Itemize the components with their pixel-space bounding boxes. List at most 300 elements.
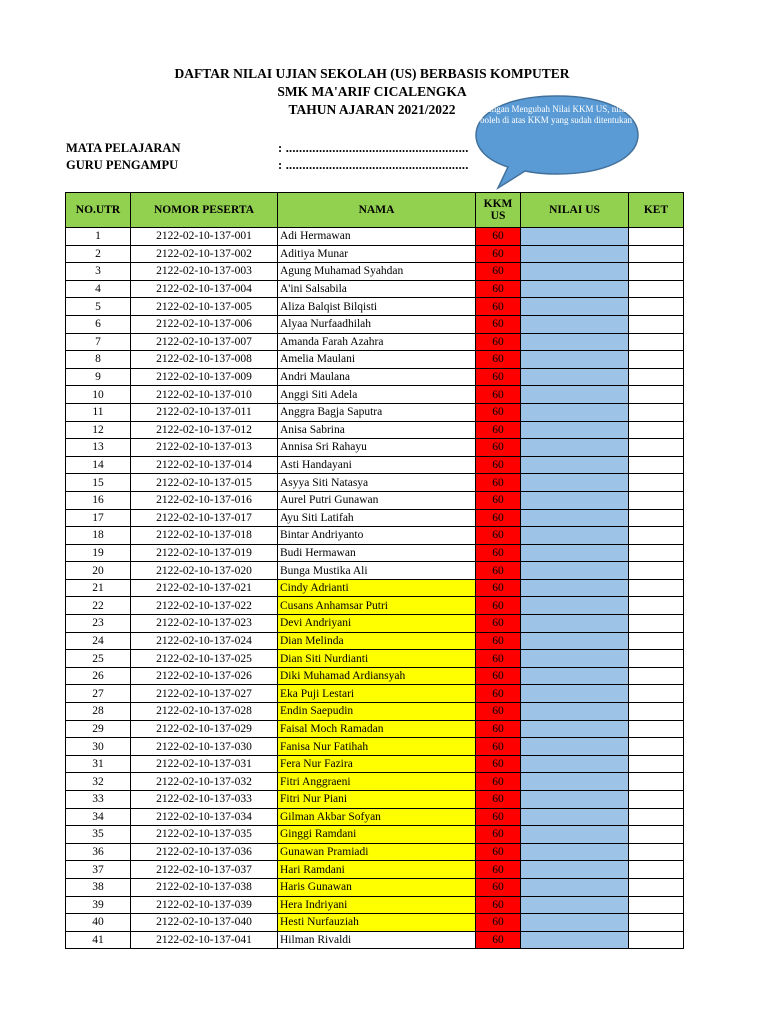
row-no-utr: 7 — [66, 333, 131, 351]
teacher-label: GURU PENGAMPU — [66, 158, 179, 172]
row-nilai-us-cell[interactable] — [521, 791, 629, 809]
table-row — [66, 544, 684, 562]
row-nama: A'ini Salsabila — [278, 280, 476, 298]
row-nama: Diki Muhamad Ardiansyah — [278, 667, 476, 685]
row-no-utr: 13 — [66, 439, 131, 457]
row-nilai-us-cell[interactable] — [521, 368, 629, 386]
table-row — [66, 650, 684, 668]
row-no-utr: 20 — [66, 562, 131, 580]
row-no-utr: 41 — [66, 931, 131, 949]
row-nomor-peserta: 2122-02-10-137-002 — [131, 245, 278, 263]
subject-label: MATA PELAJARAN — [66, 141, 181, 155]
row-no-utr: 17 — [66, 509, 131, 527]
row-no-utr: 22 — [66, 597, 131, 615]
row-ket-cell[interactable] — [629, 738, 684, 756]
row-ket-cell[interactable] — [629, 791, 684, 809]
table-row — [66, 878, 684, 896]
row-no-utr: 6 — [66, 315, 131, 333]
row-no-utr: 38 — [66, 878, 131, 896]
table-row — [66, 562, 684, 580]
row-ket-cell[interactable] — [629, 491, 684, 509]
row-no-utr: 26 — [66, 667, 131, 685]
row-ket-cell[interactable] — [629, 703, 684, 721]
row-nama: Cusans Anhamsar Putri — [278, 597, 476, 615]
table-row — [66, 228, 684, 246]
table-row — [66, 826, 684, 844]
row-nilai-us-cell[interactable] — [521, 667, 629, 685]
row-nilai-us-cell[interactable] — [521, 280, 629, 298]
row-nama: Dian Melinda — [278, 632, 476, 650]
row-nomor-peserta: 2122-02-10-137-038 — [131, 878, 278, 896]
row-ket-cell[interactable] — [629, 474, 684, 492]
row-nomor-peserta: 2122-02-10-137-005 — [131, 298, 278, 316]
row-kkm-us: 60 — [476, 703, 521, 721]
row-ket-cell[interactable] — [629, 931, 684, 949]
row-no-utr: 32 — [66, 773, 131, 791]
row-no-utr: 15 — [66, 474, 131, 492]
row-nomor-peserta: 2122-02-10-137-030 — [131, 738, 278, 756]
row-ket-cell[interactable] — [629, 843, 684, 861]
row-ket-cell[interactable] — [629, 826, 684, 844]
row-nama: Amelia Maulani — [278, 351, 476, 369]
row-nomor-peserta: 2122-02-10-137-020 — [131, 562, 278, 580]
row-nomor-peserta: 2122-02-10-137-029 — [131, 720, 278, 738]
row-nilai-us-cell[interactable] — [521, 579, 629, 597]
table-row — [66, 808, 684, 826]
table-header-row — [66, 193, 684, 228]
row-nomor-peserta: 2122-02-10-137-012 — [131, 421, 278, 439]
row-nama: Amanda Farah Azahra — [278, 333, 476, 351]
row-nomor-peserta: 2122-02-10-137-021 — [131, 579, 278, 597]
table-row — [66, 263, 684, 281]
row-nama: Annisa Sri Rahayu — [278, 439, 476, 457]
row-no-utr: 3 — [66, 263, 131, 281]
table-row — [66, 403, 684, 421]
table-row — [66, 843, 684, 861]
row-kkm-us: 60 — [476, 755, 521, 773]
row-kkm-us: 60 — [476, 931, 521, 949]
row-no-utr: 16 — [66, 491, 131, 509]
row-nomor-peserta: 2122-02-10-137-007 — [131, 333, 278, 351]
table-row — [66, 386, 684, 404]
col-header-nilai-us: NILAI US — [521, 193, 629, 228]
row-nama: Endin Saepudin — [278, 703, 476, 721]
row-nama: Dian Siti Nurdianti — [278, 650, 476, 668]
row-nama: Hera Indriyani — [278, 896, 476, 914]
row-no-utr: 18 — [66, 527, 131, 545]
row-ket-cell[interactable] — [629, 333, 684, 351]
row-nilai-us-cell[interactable] — [521, 843, 629, 861]
row-nama: Fanisa Nur Fatihah — [278, 738, 476, 756]
row-ket-cell[interactable] — [629, 808, 684, 826]
row-nomor-peserta: 2122-02-10-137-023 — [131, 615, 278, 633]
teacher-field[interactable]: : ....................................................... — [278, 158, 469, 172]
table-row — [66, 368, 684, 386]
row-ket-cell[interactable] — [629, 650, 684, 668]
table-row — [66, 914, 684, 932]
row-kkm-us: 60 — [476, 597, 521, 615]
row-ket-cell[interactable] — [629, 351, 684, 369]
row-ket-cell[interactable] — [629, 861, 684, 879]
row-no-utr: 5 — [66, 298, 131, 316]
subject-field[interactable]: : ....................................................... — [278, 141, 469, 155]
row-nomor-peserta: 2122-02-10-137-003 — [131, 263, 278, 281]
row-nilai-us-cell[interactable] — [521, 491, 629, 509]
row-nilai-us-cell[interactable] — [521, 615, 629, 633]
row-nilai-us-cell[interactable] — [521, 597, 629, 615]
row-nama: Agung Muhamad Syahdan — [278, 263, 476, 281]
row-nilai-us-cell[interactable] — [521, 755, 629, 773]
row-nilai-us-cell[interactable] — [521, 720, 629, 738]
row-nomor-peserta: 2122-02-10-137-037 — [131, 861, 278, 879]
table-row — [66, 456, 684, 474]
row-kkm-us: 60 — [476, 474, 521, 492]
col-header-nomor-peserta: NOMOR PESERTA — [131, 193, 278, 228]
row-kkm-us: 60 — [476, 491, 521, 509]
row-no-utr: 34 — [66, 808, 131, 826]
row-kkm-us: 60 — [476, 439, 521, 457]
row-nilai-us-cell[interactable] — [521, 808, 629, 826]
row-no-utr: 9 — [66, 368, 131, 386]
table-row — [66, 685, 684, 703]
table-row — [66, 439, 684, 457]
row-no-utr: 14 — [66, 456, 131, 474]
document-title: DAFTAR NILAI UJIAN SEKOLAH (US) BERBASIS KOMPUTER — [174, 66, 570, 81]
row-kkm-us: 60 — [476, 808, 521, 826]
row-nama: Aditiya Munar — [278, 245, 476, 263]
row-nomor-peserta: 2122-02-10-137-001 — [131, 228, 278, 246]
row-nama: Gilman Akbar Sofyan — [278, 808, 476, 826]
table-row — [66, 491, 684, 509]
table-row — [66, 896, 684, 914]
row-nilai-us-cell[interactable] — [521, 544, 629, 562]
row-nomor-peserta: 2122-02-10-137-035 — [131, 826, 278, 844]
row-no-utr: 21 — [66, 579, 131, 597]
row-nama: Ginggi Ramdani — [278, 826, 476, 844]
row-nilai-us-cell[interactable] — [521, 914, 629, 932]
row-kkm-us: 60 — [476, 878, 521, 896]
academic-year: TAHUN AJARAN 2021/2022 — [288, 102, 456, 117]
row-nilai-us-cell[interactable] — [521, 632, 629, 650]
row-no-utr: 1 — [66, 228, 131, 246]
school-name: SMK MA'ARIF CICALENGKA — [277, 84, 467, 99]
row-nilai-us-cell[interactable] — [521, 333, 629, 351]
row-nilai-us-cell[interactable] — [521, 228, 629, 246]
row-kkm-us: 60 — [476, 632, 521, 650]
row-nomor-peserta: 2122-02-10-137-022 — [131, 597, 278, 615]
row-kkm-us: 60 — [476, 615, 521, 633]
row-nama: Hilman Rivaldi — [278, 931, 476, 949]
table-row — [66, 597, 684, 615]
row-no-utr: 12 — [66, 421, 131, 439]
row-kkm-us: 60 — [476, 579, 521, 597]
row-nilai-us-cell[interactable] — [521, 861, 629, 879]
row-kkm-us: 60 — [476, 791, 521, 809]
row-nilai-us-cell[interactable] — [521, 456, 629, 474]
row-ket-cell[interactable] — [629, 914, 684, 932]
table-row — [66, 738, 684, 756]
row-nomor-peserta: 2122-02-10-137-015 — [131, 474, 278, 492]
row-no-utr: 19 — [66, 544, 131, 562]
row-ket-cell[interactable] — [629, 439, 684, 457]
row-nilai-us-cell[interactable] — [521, 896, 629, 914]
row-no-utr: 40 — [66, 914, 131, 932]
row-no-utr: 24 — [66, 632, 131, 650]
row-nama: Hari Ramdani — [278, 861, 476, 879]
row-kkm-us: 60 — [476, 368, 521, 386]
row-nomor-peserta: 2122-02-10-137-027 — [131, 685, 278, 703]
table-row — [66, 755, 684, 773]
row-no-utr: 35 — [66, 826, 131, 844]
table-row — [66, 579, 684, 597]
row-kkm-us: 60 — [476, 843, 521, 861]
row-nama: Devi Andriyani — [278, 615, 476, 633]
row-kkm-us: 60 — [476, 509, 521, 527]
callout-text: Jangan Mengubah Nilai KKM US, nilai boleh di atas KKM yang sudah ditentukan — [480, 104, 632, 125]
row-kkm-us: 60 — [476, 280, 521, 298]
row-nomor-peserta: 2122-02-10-137-011 — [131, 403, 278, 421]
row-nama: Bunga Mustika Ali — [278, 562, 476, 580]
row-ket-cell[interactable] — [629, 632, 684, 650]
row-ket-cell[interactable] — [629, 368, 684, 386]
row-no-utr: 30 — [66, 738, 131, 756]
row-kkm-us: 60 — [476, 544, 521, 562]
row-nama: Anisa Sabrina — [278, 421, 476, 439]
table-row — [66, 315, 684, 333]
grades-table — [65, 192, 684, 949]
row-nilai-us-cell[interactable] — [521, 650, 629, 668]
row-nomor-peserta: 2122-02-10-137-033 — [131, 791, 278, 809]
row-nama: Fitri Anggraeni — [278, 773, 476, 791]
row-nomor-peserta: 2122-02-10-137-013 — [131, 439, 278, 457]
row-nomor-peserta: 2122-02-10-137-040 — [131, 914, 278, 932]
row-nomor-peserta: 2122-02-10-137-008 — [131, 351, 278, 369]
row-no-utr: 29 — [66, 720, 131, 738]
row-nama: Adi Hermawan — [278, 228, 476, 246]
row-kkm-us: 60 — [476, 315, 521, 333]
row-kkm-us: 60 — [476, 826, 521, 844]
table-row — [66, 720, 684, 738]
row-kkm-us: 60 — [476, 456, 521, 474]
row-nama: Faisal Moch Ramadan — [278, 720, 476, 738]
row-kkm-us: 60 — [476, 527, 521, 545]
row-nomor-peserta: 2122-02-10-137-004 — [131, 280, 278, 298]
row-kkm-us: 60 — [476, 298, 521, 316]
row-nama: Eka Puji Lestari — [278, 685, 476, 703]
row-nama: Anggi Siti Adela — [278, 386, 476, 404]
row-nilai-us-cell[interactable] — [521, 878, 629, 896]
row-ket-cell[interactable] — [629, 615, 684, 633]
row-no-utr: 25 — [66, 650, 131, 668]
table-row — [66, 421, 684, 439]
row-nomor-peserta: 2122-02-10-137-028 — [131, 703, 278, 721]
row-kkm-us: 60 — [476, 738, 521, 756]
row-nomor-peserta: 2122-02-10-137-016 — [131, 491, 278, 509]
row-nilai-us-cell[interactable] — [521, 826, 629, 844]
row-ket-cell[interactable] — [629, 597, 684, 615]
row-nama: Fitri Nur Piani — [278, 791, 476, 809]
row-nama: Bintar Andriyanto — [278, 527, 476, 545]
row-no-utr: 33 — [66, 791, 131, 809]
row-kkm-us: 60 — [476, 667, 521, 685]
row-kkm-us: 60 — [476, 685, 521, 703]
row-nilai-us-cell[interactable] — [521, 738, 629, 756]
row-nama: Cindy Adrianti — [278, 579, 476, 597]
row-nomor-peserta: 2122-02-10-137-019 — [131, 544, 278, 562]
col-header-ket: KET — [629, 193, 684, 228]
row-nama: Andri Maulana — [278, 368, 476, 386]
row-kkm-us: 60 — [476, 562, 521, 580]
col-header-nama: NAMA — [278, 193, 476, 228]
row-kkm-us: 60 — [476, 650, 521, 668]
row-nama: Fera Nur Fazira — [278, 755, 476, 773]
row-ket-cell[interactable] — [629, 755, 684, 773]
row-nilai-us-cell[interactable] — [521, 773, 629, 791]
row-nomor-peserta: 2122-02-10-137-009 — [131, 368, 278, 386]
row-ket-cell[interactable] — [629, 527, 684, 545]
row-nilai-us-cell[interactable] — [521, 931, 629, 949]
row-ket-cell[interactable] — [629, 562, 684, 580]
row-ket-cell[interactable] — [629, 720, 684, 738]
row-nama: Alyaa Nurfaadhilah — [278, 315, 476, 333]
row-nama: Haris Gunawan — [278, 878, 476, 896]
row-nilai-us-cell[interactable] — [521, 403, 629, 421]
row-nomor-peserta: 2122-02-10-137-018 — [131, 527, 278, 545]
table-row — [66, 667, 684, 685]
row-kkm-us: 60 — [476, 263, 521, 281]
row-nomor-peserta: 2122-02-10-137-014 — [131, 456, 278, 474]
row-kkm-us: 60 — [476, 333, 521, 351]
table-row — [66, 298, 684, 316]
row-ket-cell[interactable] — [629, 421, 684, 439]
row-nama: Asyya Siti Natasya — [278, 474, 476, 492]
row-nama: Aurel Putri Gunawan — [278, 491, 476, 509]
col-header-kkm-us: KKM US — [476, 193, 521, 228]
row-nilai-us-cell[interactable] — [521, 245, 629, 263]
row-kkm-us: 60 — [476, 421, 521, 439]
row-nilai-us-cell[interactable] — [521, 703, 629, 721]
row-nilai-us-cell[interactable] — [521, 439, 629, 457]
row-kkm-us: 60 — [476, 773, 521, 791]
row-ket-cell[interactable] — [629, 544, 684, 562]
row-nomor-peserta: 2122-02-10-137-031 — [131, 755, 278, 773]
row-ket-cell[interactable] — [629, 245, 684, 263]
row-nomor-peserta: 2122-02-10-137-010 — [131, 386, 278, 404]
row-ket-cell[interactable] — [629, 298, 684, 316]
row-nomor-peserta: 2122-02-10-137-032 — [131, 773, 278, 791]
row-ket-cell[interactable] — [629, 878, 684, 896]
row-kkm-us: 60 — [476, 386, 521, 404]
row-nomor-peserta: 2122-02-10-137-026 — [131, 667, 278, 685]
row-no-utr: 36 — [66, 843, 131, 861]
row-ket-cell[interactable] — [629, 896, 684, 914]
table-row — [66, 509, 684, 527]
row-kkm-us: 60 — [476, 403, 521, 421]
table-row — [66, 245, 684, 263]
row-kkm-us: 60 — [476, 228, 521, 246]
row-nama: Ayu Siti Latifah — [278, 509, 476, 527]
row-ket-cell[interactable] — [629, 509, 684, 527]
row-no-utr: 10 — [66, 386, 131, 404]
row-nomor-peserta: 2122-02-10-137-041 — [131, 931, 278, 949]
col-header-no-utr: NO.UTR — [66, 193, 131, 228]
row-nama: Gunawan Pramiadi — [278, 843, 476, 861]
row-kkm-us: 60 — [476, 861, 521, 879]
row-ket-cell[interactable] — [629, 263, 684, 281]
row-no-utr: 31 — [66, 755, 131, 773]
row-ket-cell[interactable] — [629, 685, 684, 703]
row-ket-cell[interactable] — [629, 315, 684, 333]
row-nilai-us-cell[interactable] — [521, 474, 629, 492]
row-no-utr: 8 — [66, 351, 131, 369]
row-kkm-us: 60 — [476, 720, 521, 738]
row-ket-cell[interactable] — [629, 386, 684, 404]
table-row — [66, 333, 684, 351]
row-no-utr: 28 — [66, 703, 131, 721]
row-nomor-peserta: 2122-02-10-137-036 — [131, 843, 278, 861]
row-no-utr: 39 — [66, 896, 131, 914]
row-nilai-us-cell[interactable] — [521, 685, 629, 703]
row-nilai-us-cell[interactable] — [521, 527, 629, 545]
table-row — [66, 351, 684, 369]
row-nilai-us-cell[interactable] — [521, 386, 629, 404]
row-nilai-us-cell[interactable] — [521, 509, 629, 527]
table-row — [66, 861, 684, 879]
row-nama: Hesti Nurfauziah — [278, 914, 476, 932]
table-row — [66, 703, 684, 721]
row-nama: Anggra Bagja Saputra — [278, 403, 476, 421]
row-ket-cell[interactable] — [629, 280, 684, 298]
table-row — [66, 527, 684, 545]
row-no-utr: 11 — [66, 403, 131, 421]
row-nilai-us-cell[interactable] — [521, 562, 629, 580]
table-row — [66, 280, 684, 298]
table-row — [66, 632, 684, 650]
row-kkm-us: 60 — [476, 914, 521, 932]
row-nilai-us-cell[interactable] — [521, 263, 629, 281]
row-kkm-us: 60 — [476, 245, 521, 263]
table-row — [66, 791, 684, 809]
row-ket-cell[interactable] — [629, 773, 684, 791]
row-nilai-us-cell[interactable] — [521, 298, 629, 316]
row-nama: Asti Handayani — [278, 456, 476, 474]
table-row — [66, 615, 684, 633]
row-nomor-peserta: 2122-02-10-137-039 — [131, 896, 278, 914]
row-ket-cell[interactable] — [629, 456, 684, 474]
row-nama: Budi Hermawan — [278, 544, 476, 562]
row-nomor-peserta: 2122-02-10-137-024 — [131, 632, 278, 650]
row-no-utr: 2 — [66, 245, 131, 263]
row-no-utr: 4 — [66, 280, 131, 298]
row-nilai-us-cell[interactable] — [521, 351, 629, 369]
row-no-utr: 23 — [66, 615, 131, 633]
row-ket-cell[interactable] — [629, 228, 684, 246]
row-kkm-us: 60 — [476, 896, 521, 914]
row-nomor-peserta: 2122-02-10-137-006 — [131, 315, 278, 333]
table-row — [66, 474, 684, 492]
row-nama: Aliza Balqist Bilqisti — [278, 298, 476, 316]
row-ket-cell[interactable] — [629, 667, 684, 685]
row-nomor-peserta: 2122-02-10-137-025 — [131, 650, 278, 668]
row-nilai-us-cell[interactable] — [521, 421, 629, 439]
row-kkm-us: 60 — [476, 351, 521, 369]
row-ket-cell[interactable] — [629, 403, 684, 421]
row-no-utr: 27 — [66, 685, 131, 703]
row-nilai-us-cell[interactable] — [521, 315, 629, 333]
row-nomor-peserta: 2122-02-10-137-034 — [131, 808, 278, 826]
row-no-utr: 37 — [66, 861, 131, 879]
row-ket-cell[interactable] — [629, 579, 684, 597]
